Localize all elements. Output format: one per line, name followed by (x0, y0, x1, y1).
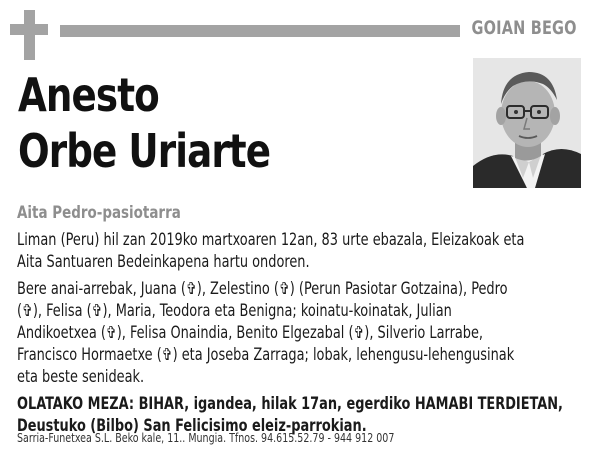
surnames: Orbe Uriarte (18, 124, 271, 178)
portrait-photo (473, 58, 581, 188)
text-line: Deustuko (Bilbo) San Felicisimo eleiz-parrokian. (17, 416, 367, 435)
text-line: Francisco Hormaetxe (✞) eta Joseba Zarraga; lobak, lehengusu-lehengusinak (17, 345, 515, 364)
family-paragraph (17, 278, 583, 388)
cross-icon (10, 10, 48, 60)
text-line: Liman (Peru) hil zan 2019ko martxoaren 12an, 83 urte ebazala, Eleizakoak eta (17, 230, 525, 249)
text-line: OLATAKO MEZA: BIHAR, igandea, hilak 17an, egerdiko HAMABI TERDIETAN, (17, 394, 563, 413)
text-line: Bere anai-arrebak, Juana (✞), Zelestino (✞) (Perun Pasiotar Gotzaina), Pedro (17, 279, 508, 298)
first-name: Anesto (18, 68, 159, 122)
relation-subtitle: Aita Pedro-pasiotarra (17, 203, 181, 223)
text-line: Andikoetxea (✞), Felisa Onaindia, Benito Elgezabal (✞), Silverio Larrabe, (17, 323, 484, 342)
header-label: GOIAN BEGO (471, 17, 577, 39)
text-line: (✞), Felisa (✞), Maria, Teodora eta Benigna; koinatu-koinatak, Julian (17, 301, 452, 320)
header-divider-bar (60, 25, 460, 37)
funeral-home-footer: Sarria-Funetxea S.L. Beko kale, 11.. Mungia. Tfnos. 94.615.52.79 - 944 912 007 (17, 431, 395, 445)
text-line: Aita Santuaren Bedeinkapena hartu ondoren. (17, 252, 310, 271)
deceased-name (18, 67, 270, 179)
death-paragraph (17, 229, 583, 273)
text-line: eta beste senideak. (17, 367, 145, 386)
notice-body (17, 229, 583, 442)
